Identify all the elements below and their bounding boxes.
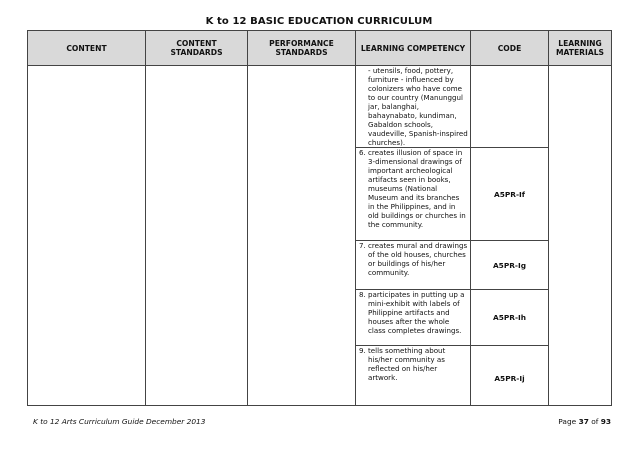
competency-line: colonizers who have come <box>368 84 463 93</box>
competency-text: participates in putting up a <box>368 290 465 299</box>
competency-line: class completes drawings. <box>368 326 462 335</box>
competency-line: furniture - influenced by <box>368 75 454 84</box>
competency-cell <box>356 66 471 148</box>
page-prefix: Page <box>558 417 577 426</box>
competency-cell <box>356 290 471 346</box>
header-content: CONTENT <box>28 31 146 66</box>
content-cell <box>28 66 146 406</box>
header-performance-standards-label: PERFORMANCE STANDARDS <box>269 39 334 57</box>
competency-line <box>359 241 470 250</box>
competency-line: houses after the whole <box>368 317 450 326</box>
header-row <box>28 31 612 66</box>
competency-line <box>359 148 470 157</box>
competency-line: his/her community as <box>368 355 445 364</box>
header-learning-competency: LEARNING COMPETENCY <box>356 31 471 66</box>
competency-cell <box>356 346 471 406</box>
header-learning-materials-label: LEARNING MATERIALS <box>555 39 605 57</box>
footer-page-number <box>558 417 611 426</box>
competency-line: artifacts seen in books, <box>368 175 451 184</box>
code-cell <box>471 66 549 148</box>
header-content-standards-label: CONTENT STANDARDS <box>170 39 223 57</box>
page-of: of <box>591 417 599 426</box>
competency-line: reflected on his/her <box>368 364 438 373</box>
page-current: 37 <box>578 417 589 426</box>
competency-line: the community. <box>368 220 424 229</box>
competency-line: mini-exhibit with labels of <box>368 299 460 308</box>
competency-line: vaudeville, Spanish-inspired <box>368 129 468 138</box>
competency-line: Philippine artifacts and <box>368 308 450 317</box>
competency-line: 3-dimensional drawings of <box>368 157 462 166</box>
competency-text: creates illusion of space in <box>368 148 463 157</box>
competency-line: bahaynabato, kundiman, <box>368 111 457 120</box>
curriculum-table <box>27 30 612 406</box>
competency-line: to our country (Manunggul <box>368 93 463 102</box>
content-standards-cell <box>146 66 248 406</box>
competency-line: important archeological <box>368 166 453 175</box>
document-title: K to 12 BASIC EDUCATION CURRICULUM <box>205 16 433 27</box>
competency-number: 8. <box>359 290 366 299</box>
competency-line: - utensils, food, pottery, <box>368 66 454 75</box>
header-learning-materials <box>549 31 612 66</box>
competency-line: of the old houses, churches <box>368 250 466 259</box>
code-cell: A5PR-Ih <box>471 290 549 346</box>
competency-line: Museum and its branches <box>368 193 460 202</box>
competency-line: old buildings or churches in <box>368 211 466 220</box>
footer-guide: K to 12 Arts Curriculum Guide December 2013 <box>33 417 206 426</box>
page-total: 93 <box>600 417 611 426</box>
competency-line: or buildings of his/her <box>368 259 446 268</box>
header-code: CODE <box>471 31 549 66</box>
header-performance-standards <box>248 31 356 66</box>
code-cell: A5PR-Ig <box>471 241 549 290</box>
competency-text: creates mural and drawings <box>368 241 468 250</box>
competency-text: tells something about <box>368 346 446 355</box>
code-cell: A5PR-Ij <box>471 346 549 406</box>
code-cell: A5PR-If <box>471 148 549 241</box>
competency-line: Gabaldon schools, <box>368 120 433 129</box>
competency-number: 9. <box>359 346 366 355</box>
competency-number: 6. <box>359 148 366 157</box>
competency-cell <box>356 241 471 290</box>
competency-line <box>359 346 470 355</box>
competency-line: in the Philippines, and in <box>368 202 456 211</box>
competency-line: churches). <box>368 138 406 147</box>
competency-line: museums (National <box>368 184 438 193</box>
header-content-standards <box>146 31 248 66</box>
learning-materials-cell <box>549 66 612 406</box>
competency-number: 7. <box>359 241 366 250</box>
table-row <box>28 66 612 148</box>
performance-standards-cell <box>248 66 356 406</box>
competency-line: jar, balanghai, <box>368 102 419 111</box>
competency-line: community. <box>368 268 410 277</box>
competency-line <box>359 290 470 299</box>
competency-line: artwork. <box>368 373 398 382</box>
competency-cell <box>356 148 471 241</box>
